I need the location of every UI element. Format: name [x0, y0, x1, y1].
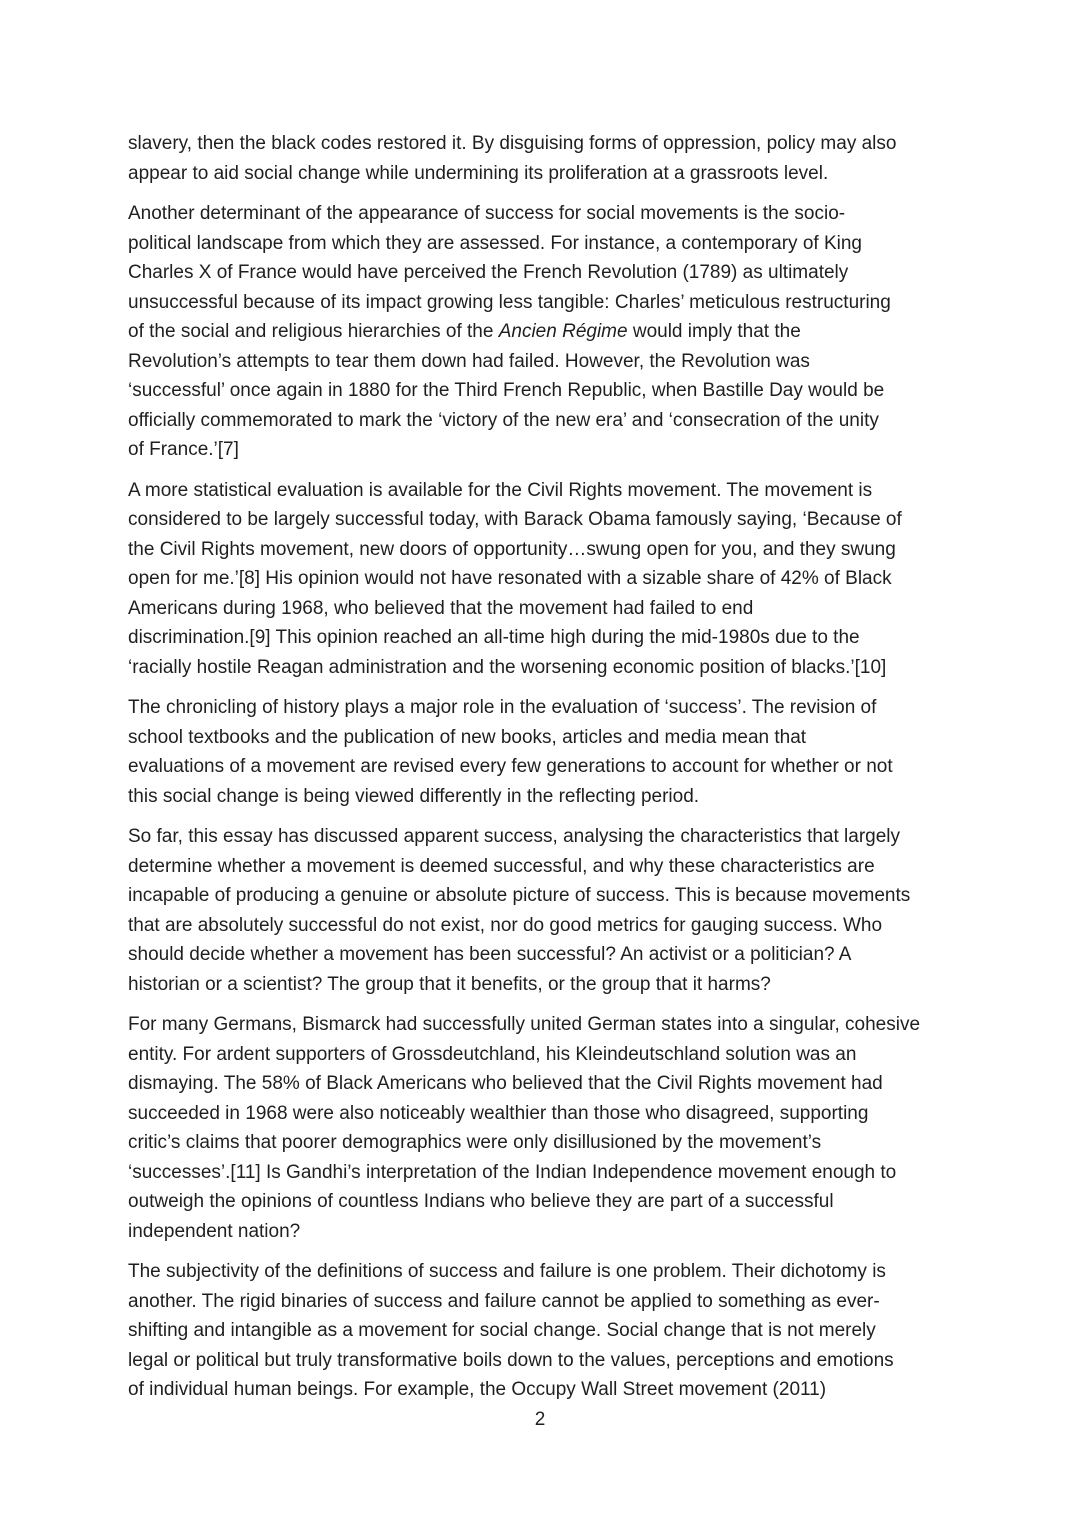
text-line: Americans during 1968, who believed that the movement had failed to end: [128, 597, 754, 619]
text-line: The chronicling of history plays a major role in the evaluation of ‘success’. The revision of: [128, 697, 877, 718]
text-line: that are absolutely successful do not exist, nor do good metrics for gauging success. Who: [128, 914, 883, 936]
page-number: 2: [534, 1408, 546, 1430]
text-line: outweigh the opinions of countless Indians who believe they are part of a successful: [128, 1191, 834, 1212]
text-line: ‘successful’ once again in 1880 for the Third French Republic, when Bastille Day would be: [128, 380, 885, 401]
text-line: determine whether a movement is deemed successful, and why these characteristics are: [128, 855, 875, 877]
text-line: The subjectivity of the definitions of success and failure is one problem. Their dichotomy is: [128, 1261, 886, 1282]
text-line: incapable of producing a genuine or absolute picture of success. This is because movements: [128, 885, 911, 906]
text-line: Revolution’s attempts to tear them down had failed. However, the Revolution was: [128, 350, 810, 372]
text-line: independent nation?: [128, 1220, 301, 1242]
text-line: slavery, then the black codes restored it. By disguising forms of oppression, policy may also: [128, 133, 897, 154]
text-line: shifting and intangible as a movement for social change. Social change that is not merely: [128, 1320, 876, 1341]
paragraph: [128, 822, 954, 999]
paragraph: [128, 1010, 954, 1246]
text-line: ‘racially hostile Reagan administration and the worsening economic position of blacks.’[10]: [128, 656, 887, 678]
text-line: open for me.’[8] His opinion would not have resonated with a sizable share of 42% of Black: [128, 568, 892, 589]
text-line: For many Germans, Bismarck had successfully united German states into a singular, cohesive: [128, 1014, 921, 1035]
text-line: critic’s claims that poorer demographics were only disillusioned by the movement’s: [128, 1132, 822, 1153]
text-line: of individual human beings. For example, the Occupy Wall Street movement (2011): [128, 1379, 827, 1400]
italic-phrase: Ancien Régime: [498, 321, 628, 342]
text-line: Another determinant of the appearance of success for social movements is the socio-: [128, 203, 846, 224]
text-line: A more statistical evaluation is available for the Civil Rights movement. The movement is: [128, 479, 873, 501]
paragraph: [128, 129, 954, 188]
text-line: of France.’[7]: [128, 439, 239, 460]
text-line: school textbooks and the publication of new books, articles and media mean that: [128, 726, 807, 748]
text-line: succeeded in 1968 were also noticeably wealthier than those who disagreed, supporting: [128, 1102, 869, 1124]
text-line: the Civil Rights movement, new doors of opportunity…swung open for you, and they swung: [128, 538, 896, 560]
text-line: political landscape from which they are assessed. For instance, a contemporary of King: [128, 232, 862, 254]
paragraph: [128, 199, 954, 465]
text-line: appear to aid social change while undermining its proliferation at a grassroots level.: [128, 162, 829, 184]
text-line: ‘successes’.[11] Is Gandhi’s interpretation of the Indian Independence movement enough to: [128, 1161, 897, 1183]
text-line: officially commemorated to mark the ‘victory of the new era’ and ‘consecration of the unity: [128, 409, 879, 431]
text-line: Charles X of France would have perceived the French Revolution (1789) as ultimately: [128, 262, 849, 283]
text-line: legal or political but truly transformative boils down to the values, perceptions and emotions: [128, 1349, 894, 1371]
paragraph: [128, 1257, 954, 1405]
text-line: considered to be largely successful today, with Barack Obama famously saying, ‘Because of: [128, 509, 902, 530]
text-line: dismaying. The 58% of Black Americans who believed that the Civil Rights movement had: [128, 1073, 883, 1094]
paragraph: [128, 693, 954, 811]
text-line: of the social and religious hierarchies of the Ancien Régime would imply that the: [128, 321, 801, 342]
paragraph: [128, 476, 954, 683]
text-line: unsuccessful because of its impact growing less tangible: Charles’ meticulous restructuring: [128, 291, 891, 313]
text-line: evaluations of a movement are revised every few generations to account for whether or not: [128, 756, 893, 777]
text-line: entity. For ardent supporters of Grossdeutchland, his Kleindeutschland solution was an: [128, 1043, 857, 1065]
text-line: this social change is being viewed differently in the reflecting period.: [128, 785, 700, 807]
text-line: discrimination.[9] This opinion reached an all-time high during the mid-1980s due to the: [128, 627, 860, 648]
text-line: historian or a scientist? The group that it benefits, or the group that it harms?: [128, 973, 771, 995]
text-line: should decide whether a movement has been successful? An activist or a politician? A: [128, 944, 852, 965]
text-line: another. The rigid binaries of success and failure cannot be applied to something as ever-: [128, 1290, 880, 1312]
text-line: So far, this essay has discussed apparent success, analysing the characteristics that largely: [128, 826, 901, 847]
